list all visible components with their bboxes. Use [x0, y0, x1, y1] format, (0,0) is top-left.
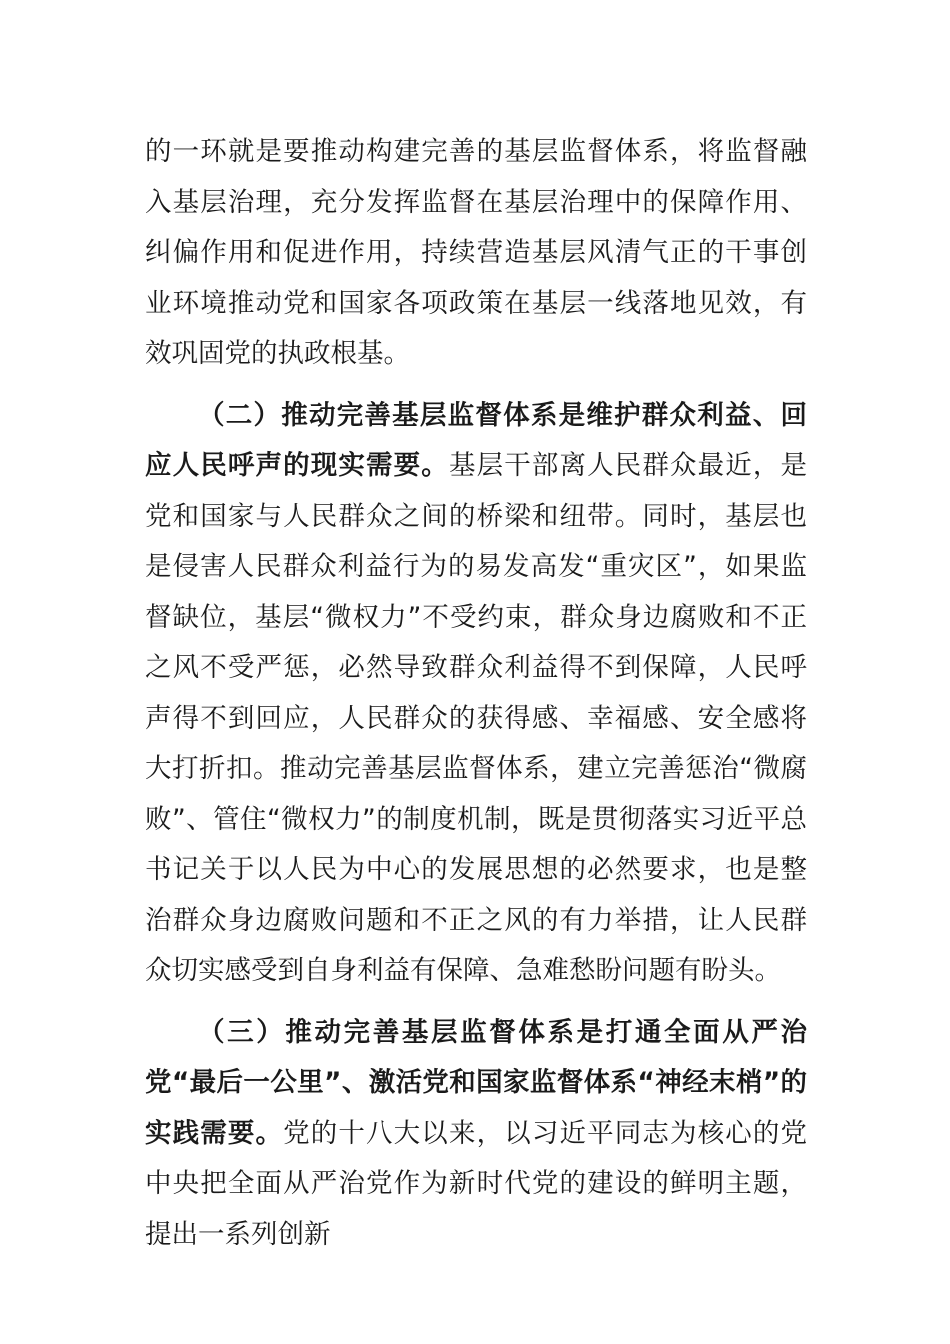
- paragraph-3: [145, 1008, 807, 1261]
- paragraph-3-heading: （三）推动完善基层监督体系是打通全面从严治党“最后一公里”、激活党和国家监督体系“神经末梢”的实践需要。: [145, 1016, 807, 1149]
- paragraph-2: [145, 391, 807, 997]
- paragraph-1-body: 的一环就是要推动构建完善的基层监督体系，将监督融入基层治理，充分发挥监督在基层治理中的保障作用、纠偏作用和促进作用，持续营造基层风清气正的干事创业环境推动党和国家各项政策在基层一线落地见效，有效巩固党的执政根基。: [145, 136, 807, 369]
- document-body: [145, 127, 807, 1260]
- paragraph-3-body: 党的十八大以来，以习近平同志为核心的党中央把全面从严治党作为新时代党的建设的鲜明主题，提出一系列创新: [145, 1117, 808, 1250]
- paragraph-2-body: 基层干部离人民群众最近，是党和国家与人民群众之间的桥梁和纽带。同时，基层也是侵害人民群众利益行为的易发高发“重灾区”，如果监督缺位，基层“微权力”不受约束，群众身边腐败和不正之风不受严惩，必然导致群众利益得不到保障，人民呼声得不到回应，人民群众的获得感、幸福感、安全感将大打折扣。推动完善基层监督体系，建立完善惩治“微腐败”、管住“微权力”的制度机制，既是贯彻落实习近平总书记关于以人民为中心的发展思想的必然要求，也是整治群众身边腐败问题和不正之风的有力举措，让人民群众切实感受到自身利益有保障、急难愁盼问题有盼头。: [145, 450, 808, 986]
- paragraph-1: [145, 127, 807, 380]
- paragraph-2-heading: （二）推动完善基层监督体系是维护群众利益、回应人民呼声的现实需要。: [145, 399, 807, 481]
